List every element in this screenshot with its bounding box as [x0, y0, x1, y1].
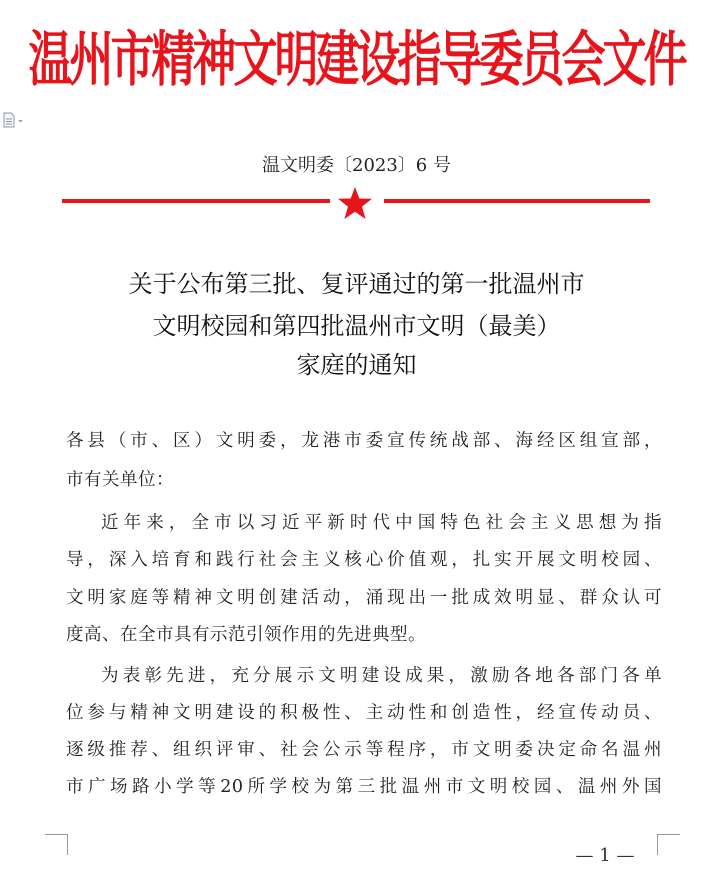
body-line-3: 近年来，全市以习近平新时代中国特色社会主义思想为指 [101, 513, 662, 533]
document-number: 温文明委〔2023〕6 号 [262, 155, 451, 176]
crop-mark-bottom-right [657, 834, 680, 855]
body-line-6: 度高、在全市具有示范引领作用的先进典型。 [66, 625, 426, 645]
notice-title-line-2: 文明校园和第四批温州市文明（最美） [152, 312, 561, 340]
red-divider-right [384, 199, 650, 203]
red-star-icon [336, 186, 374, 220]
red-divider-left [62, 199, 330, 203]
page-number: — 1 — [575, 845, 635, 866]
notice-title-line-3: 家庭的通知 [296, 351, 417, 379]
crop-mark-bottom-left [45, 834, 68, 855]
body-line-4: 导，深入培育和践行社会主义核心价值观，扎实开展文明校园、 [66, 550, 662, 570]
body-line-1: 各县（市、区）文明委，龙港市委宣传统战部、海经区组宣部， [66, 431, 662, 451]
body-line-9: 逐级推荐、组织评审、社会公示等程序，市文明委决定命名温州 [66, 740, 662, 760]
body-line-8: 位参与精神文明建设的积极性、主动性和创造性，经宣传动员、 [66, 703, 662, 723]
body-line-7: 为表彰先进，充分展示文明建设成果，激励各地各部门各单 [101, 666, 662, 686]
agency-header-title: 温州市精神文明建设指导委员会文件 [28, 26, 685, 95]
notice-title-line-1: 关于公布第三批、复评通过的第一批温州市 [128, 270, 585, 298]
document-icon[interactable] [2, 112, 24, 128]
body-line-2: 市有关单位： [66, 470, 174, 490]
body-line-5: 文明家庭等精神文明创建活动，涌现出一批成效明显、群众认可 [66, 588, 662, 608]
body-line-10: 市广场路小学等20所学校为第三批温州市文明校园、温州外国 [66, 777, 662, 797]
